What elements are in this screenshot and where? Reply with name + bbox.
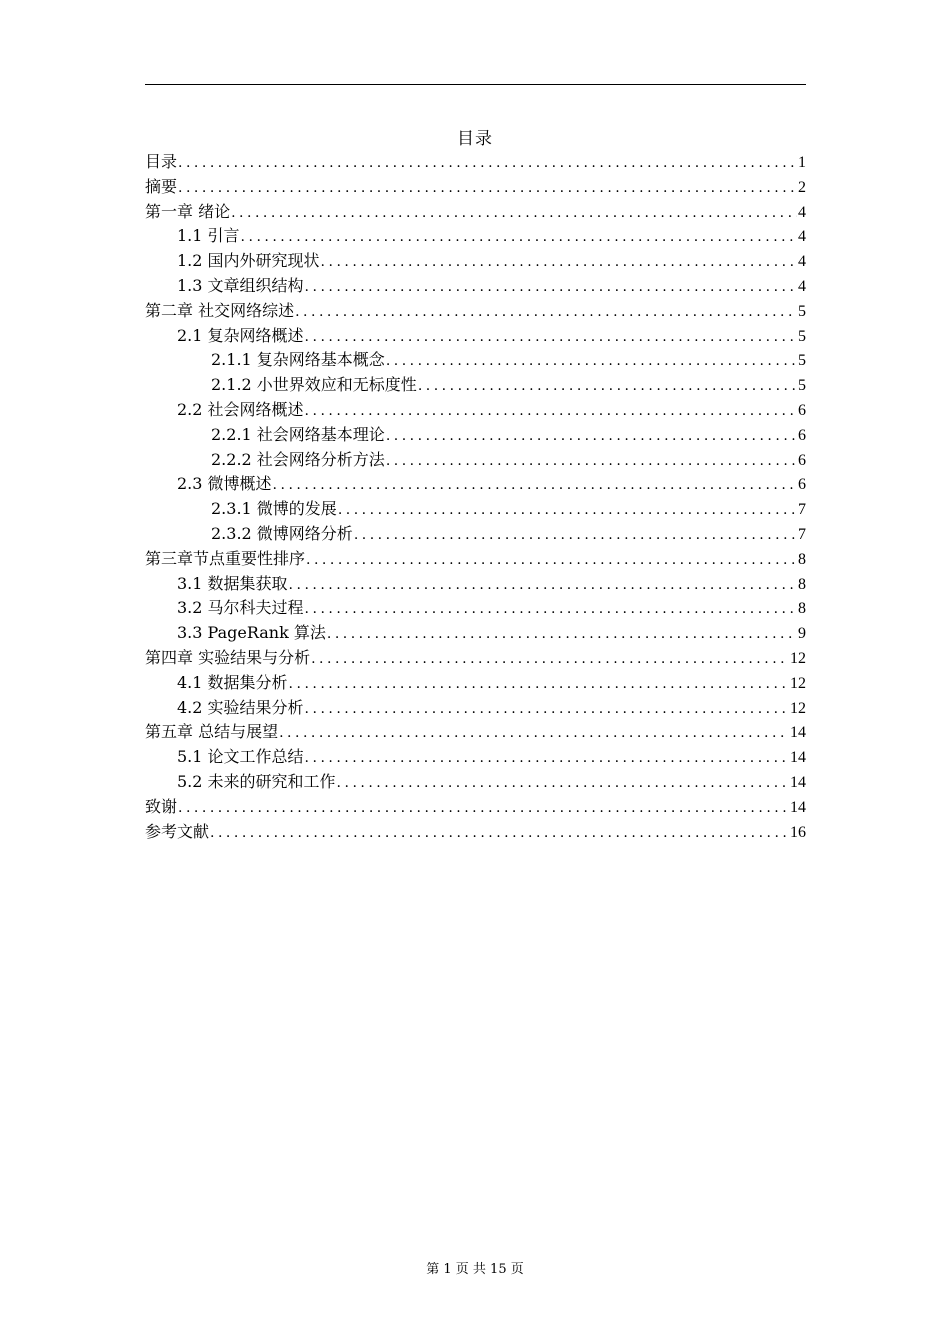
toc-entry-label: 第四章 实验结果与分析 — [145, 647, 311, 667]
toc-entry-page: 9 — [798, 625, 806, 643]
toc-entry-page: 6 — [798, 426, 806, 444]
toc-entry-label: 2.3.1 微博的发展 — [211, 499, 337, 519]
toc-entry[interactable] — [145, 472, 806, 497]
toc-leader-dots — [337, 771, 789, 796]
toc-entry[interactable] — [145, 770, 806, 795]
toc-entry-label: 2.2 社会网络概述 — [177, 399, 304, 419]
toc-entry-page: 14 — [790, 749, 806, 767]
page-footer: 第 1 页 共 15 页 — [426, 1262, 524, 1277]
toc-entry[interactable] — [145, 224, 806, 249]
toc-entry-label: 第五章 总结与展望 — [145, 722, 279, 742]
toc-entry[interactable] — [145, 820, 806, 845]
toc-leader-dots — [338, 498, 797, 523]
toc-leader-dots — [418, 374, 797, 399]
toc-entry-page: 5 — [798, 302, 806, 320]
toc-entry-page: 5 — [798, 327, 806, 345]
toc-leader-dots — [210, 821, 789, 846]
toc-entry[interactable] — [145, 696, 806, 721]
toc-leader-dots — [305, 325, 797, 350]
toc-entry-label: 2.3 微博概述 — [177, 474, 272, 494]
toc-entry-label: 2.3.2 微博网络分析 — [211, 523, 353, 543]
toc-entry[interactable] — [145, 621, 806, 646]
toc-entry-page: 8 — [798, 600, 806, 618]
toc-leader-dots — [305, 697, 789, 722]
toc-leader-dots — [231, 201, 797, 226]
toc-entry-label: 2.2.2 社会网络分析方法 — [211, 449, 385, 469]
toc-entry-label: 参考文献 — [145, 821, 210, 841]
toc-entry-label: 第二章 社交网络综述 — [145, 300, 295, 320]
toc-entry-label: 3.2 马尔科夫过程 — [177, 598, 304, 618]
toc-title: 目录 — [457, 129, 493, 149]
toc-entry[interactable] — [145, 398, 806, 423]
toc-entry-label: 目录 — [145, 152, 178, 171]
toc-leader-dots — [327, 622, 797, 647]
toc-entry-page: 4 — [798, 228, 806, 246]
toc-entry[interactable] — [145, 200, 806, 225]
toc-leader-dots — [386, 424, 797, 449]
toc-leader-dots — [295, 300, 797, 325]
toc-leader-dots — [241, 225, 797, 250]
toc-entry-label: 2.1.1 复杂网络基本概念 — [211, 350, 385, 370]
toc-leader-dots — [178, 176, 797, 201]
toc-entry-label: 1.3 文章组织结构 — [177, 275, 304, 295]
toc-entry[interactable] — [145, 299, 806, 324]
toc-leader-dots — [279, 721, 789, 746]
toc-entry-page: 8 — [798, 550, 806, 568]
toc-entry-label: 4.1 数据集分析 — [177, 672, 288, 692]
toc-entry-page: 4 — [798, 277, 806, 295]
toc-leader-dots — [306, 548, 797, 573]
toc-entry[interactable] — [145, 274, 806, 299]
toc-entry-label: 3.1 数据集获取 — [177, 573, 288, 593]
toc-entry[interactable] — [145, 249, 806, 274]
toc-entry-label: 2.1.2 小世界效应和无标度性 — [211, 375, 417, 395]
toc-entry[interactable] — [145, 448, 806, 473]
toc-leader-dots — [354, 523, 797, 548]
toc-entry[interactable] — [145, 671, 806, 696]
toc-entry[interactable] — [145, 596, 806, 621]
toc-leader-dots — [178, 796, 789, 821]
toc-leader-dots — [321, 250, 797, 275]
toc-entry-label: 摘要 — [145, 176, 178, 196]
toc-entry-page: 6 — [798, 476, 806, 494]
toc-entry-label: 致谢 — [145, 796, 178, 816]
toc-entry[interactable] — [145, 522, 806, 547]
toc-entry-page: 12 — [790, 699, 806, 717]
toc-entry-page: 8 — [798, 575, 806, 593]
toc-entry[interactable] — [145, 150, 806, 175]
toc-entry-page: 14 — [790, 724, 806, 742]
toc-entry-label: 3.3 PageRank 算法 — [177, 623, 326, 643]
table-of-contents — [145, 150, 806, 844]
toc-entry-page: 4 — [798, 253, 806, 271]
toc-entry-page: 1 — [798, 154, 806, 171]
toc-leader-dots — [305, 746, 789, 771]
toc-entry-page: 4 — [798, 203, 806, 221]
toc-entry-label: 5.1 论文工作总结 — [177, 747, 304, 767]
toc-leader-dots — [305, 597, 797, 622]
toc-entry-label: 2.2.1 社会网络基本理论 — [211, 424, 385, 444]
toc-leader-dots — [305, 399, 797, 424]
toc-entry-label: 2.1 复杂网络概述 — [177, 325, 304, 345]
toc-entry[interactable] — [145, 175, 806, 200]
toc-entry[interactable] — [145, 348, 806, 373]
toc-entry[interactable] — [145, 324, 806, 349]
toc-leader-dots — [273, 473, 797, 498]
toc-entry-page: 14 — [790, 773, 806, 791]
toc-entry-label: 5.2 未来的研究和工作 — [177, 771, 336, 791]
toc-leader-dots — [305, 275, 797, 300]
toc-entry[interactable] — [145, 572, 806, 597]
toc-leader-dots — [386, 449, 797, 474]
toc-entry-page: 14 — [790, 798, 806, 816]
toc-entry[interactable] — [145, 547, 806, 572]
toc-leader-dots — [311, 647, 789, 672]
toc-entry-label: 1.2 国内外研究现状 — [177, 251, 320, 271]
toc-entry-page: 7 — [798, 525, 806, 543]
toc-entry[interactable] — [145, 423, 806, 448]
toc-entry-page: 5 — [798, 352, 806, 370]
toc-entry[interactable] — [145, 646, 806, 671]
toc-entry-label: 1.1 引言 — [177, 226, 240, 246]
toc-entry-label: 4.2 实验结果分析 — [177, 697, 304, 717]
toc-entry-page: 6 — [798, 451, 806, 469]
toc-entry-page: 12 — [790, 674, 806, 692]
toc-entry-page: 7 — [798, 501, 806, 519]
toc-entry-page: 5 — [798, 377, 806, 395]
toc-leader-dots — [386, 349, 797, 374]
toc-entry-page: 16 — [790, 823, 806, 841]
header-rule — [145, 84, 806, 85]
toc-entry[interactable] — [145, 795, 806, 820]
toc-entry-page: 6 — [798, 401, 806, 419]
toc-entry[interactable] — [145, 497, 806, 522]
toc-entry-label: 第一章 绪论 — [145, 201, 231, 221]
toc-leader-dots — [178, 151, 797, 176]
toc-leader-dots — [289, 573, 797, 598]
toc-entry[interactable] — [145, 720, 806, 745]
toc-entry-label: 第三章节点重要性排序 — [145, 548, 306, 568]
toc-leader-dots — [289, 672, 789, 697]
toc-entry-page: 12 — [790, 649, 806, 667]
toc-entry-page: 2 — [798, 178, 806, 196]
toc-entry[interactable] — [145, 745, 806, 770]
toc-entry[interactable] — [145, 373, 806, 398]
